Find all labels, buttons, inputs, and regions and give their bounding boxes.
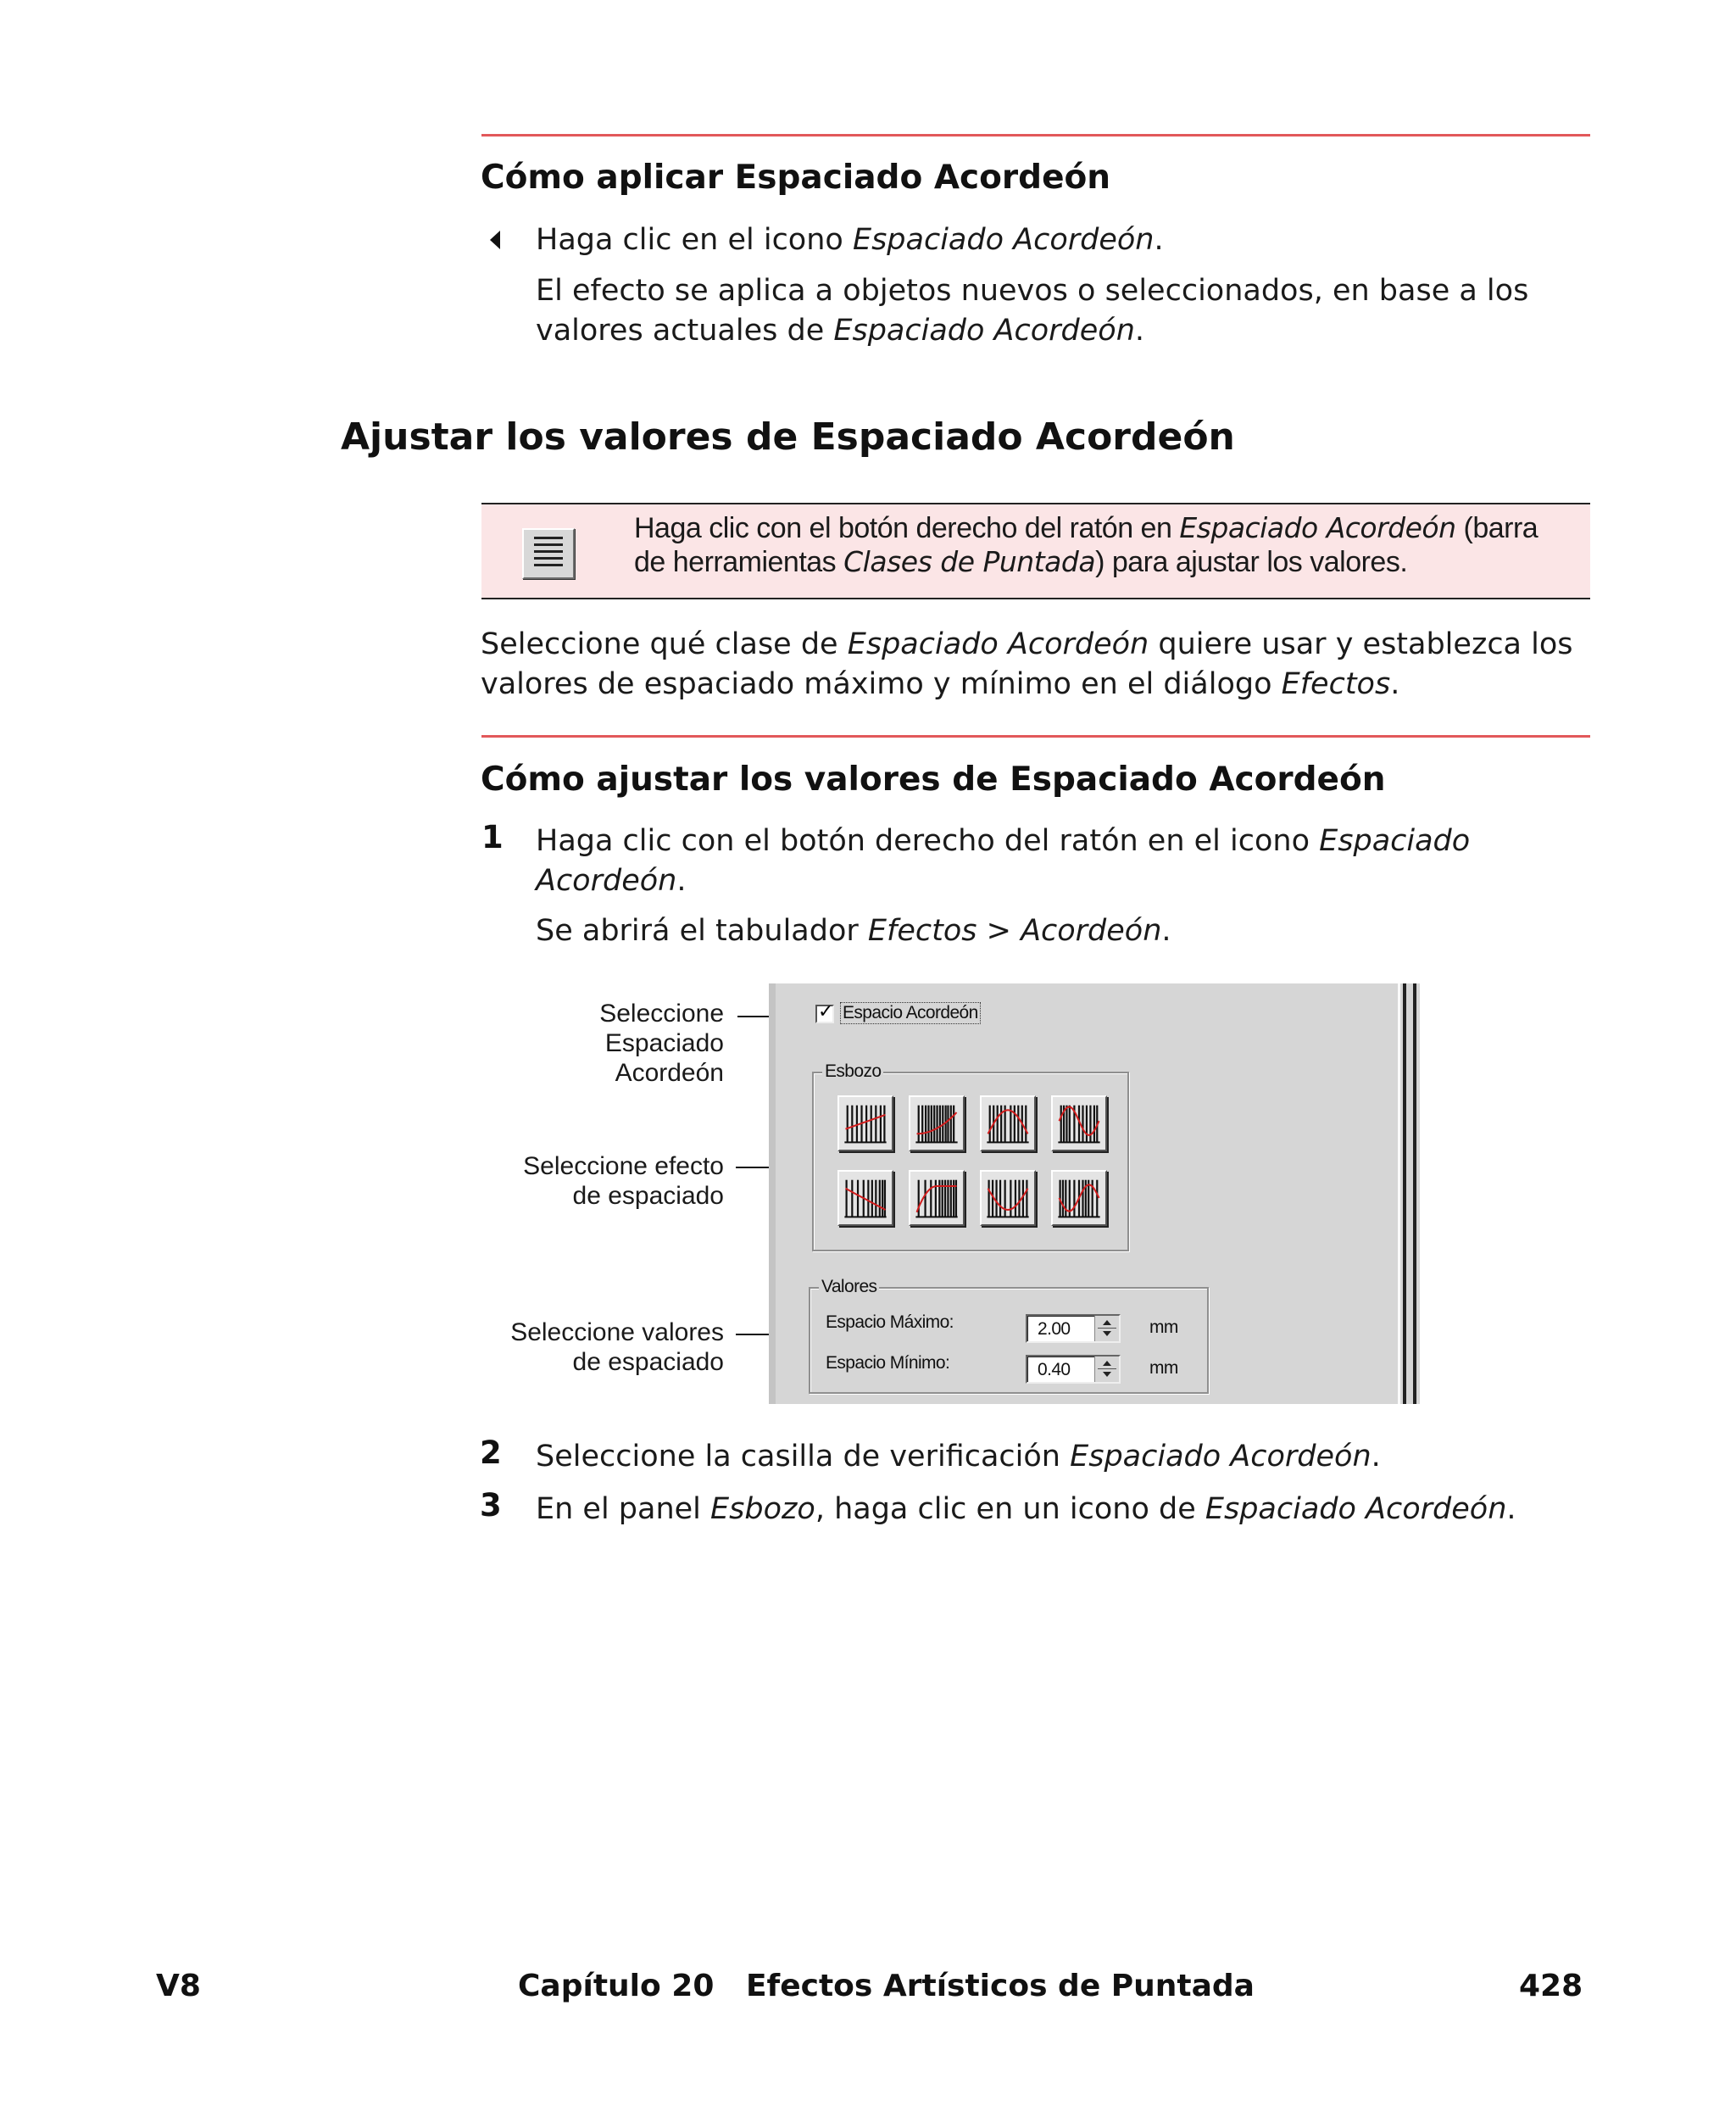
- dialog-outer-border: [1413, 983, 1416, 1404]
- linear-pattern-button[interactable]: [837, 1095, 893, 1151]
- apply-result-line-1: El efecto se aplica a objetos nuevos o seleccionados, en base a los: [536, 274, 1529, 308]
- max-spacing-stepper[interactable]: [1094, 1316, 1119, 1341]
- curve-down-pattern-icon: [913, 1174, 960, 1222]
- effects-accordion-dialog: [769, 983, 1420, 1404]
- adjust-para-line-1: Seleccione qué clase de Espaciado Acordeón quiere usar y establezca los: [481, 627, 1573, 661]
- max-spacing-unit: mm: [1149, 1318, 1178, 1337]
- step-2: Seleccione la casilla de verificación Espaciado Acordeón.: [536, 1440, 1381, 1474]
- diagonal-down-pattern-icon: [842, 1174, 889, 1222]
- apply-result-line-2: valores actuales de Espaciado Acordeón.: [536, 314, 1145, 348]
- esbozo-group-title: Esbozo: [822, 1061, 883, 1082]
- middle-rule: [481, 735, 1590, 738]
- apply-step: Haga clic en el icono Espaciado Acordeón.: [536, 223, 1164, 257]
- linear-pattern-icon: [842, 1100, 889, 1147]
- valley-pattern-button[interactable]: [980, 1170, 1036, 1226]
- dialog-right-border: [1403, 983, 1406, 1404]
- footer-version: V8: [156, 1969, 201, 2003]
- arc-pattern-button[interactable]: [980, 1095, 1036, 1151]
- step-number-2: 2: [480, 1435, 502, 1471]
- procedure-heading-adjust: Cómo ajustar los valores de Espaciado Acordeón: [481, 760, 1386, 799]
- footer-chapter: Capítulo 20 Efectos Artísticos de Puntada: [518, 1969, 1255, 2003]
- diagonal-down-pattern-button[interactable]: [837, 1170, 893, 1226]
- min-spacing-unit: mm: [1149, 1358, 1178, 1378]
- dialog-left-edge: [769, 983, 776, 1404]
- wave-pattern-button[interactable]: [1051, 1095, 1107, 1151]
- accordion-checkbox[interactable]: [815, 1005, 834, 1023]
- min-spacing-stepper[interactable]: [1094, 1357, 1119, 1382]
- valley-pattern-icon: [984, 1174, 1032, 1222]
- adjust-para-line-2: valores de espaciado máximo y mínimo en el diálogo Efectos.: [481, 667, 1400, 701]
- curve-up-pattern-button[interactable]: [909, 1095, 965, 1151]
- arc-pattern-icon: [984, 1100, 1032, 1147]
- step-number-1: 1: [481, 819, 504, 855]
- step-3: En el panel Esbozo, haga clic en un icono de Espaciado Acordeón.: [536, 1492, 1516, 1526]
- top-rule: [481, 134, 1590, 136]
- accordion-checkbox-label[interactable]: Espacio Acordeón: [840, 1002, 981, 1024]
- callout-select-values: Seleccione valores de espaciado: [510, 1318, 724, 1376]
- curve-down-pattern-button[interactable]: [909, 1170, 965, 1226]
- bullet-triangle-icon: [490, 231, 500, 249]
- tip-box: [481, 503, 1590, 599]
- max-spacing-label: Espacio Máximo:: [826, 1312, 954, 1332]
- valores-group: [809, 1277, 1209, 1394]
- procedure-heading-apply: Cómo aplicar Espaciado Acordeón: [481, 159, 1111, 197]
- step-1-line-1: Haga clic con el botón derecho del ratón en el icono Espaciado: [536, 824, 1471, 858]
- step-1-result: Se abrirá el tabulador Efectos > Acordeón.: [536, 914, 1171, 948]
- accordion-spacing-toolbar-icon: [522, 528, 575, 579]
- footer-page-number: 428: [1519, 1969, 1583, 2003]
- wave-2-pattern-button[interactable]: [1051, 1170, 1107, 1226]
- valores-group-title: Valores: [819, 1277, 879, 1297]
- curve-up-pattern-icon: [913, 1100, 960, 1147]
- wave-pattern-icon: [1055, 1100, 1103, 1147]
- step-1-line-2: Acordeón.: [536, 864, 687, 898]
- tip-text: Haga clic con el botón derecho del ratón en Espaciado Acordeón (barra de herramientas Clases de Puntada) para ajustar los valores.: [634, 511, 1538, 578]
- min-spacing-label: Espacio Mínimo:: [826, 1353, 950, 1373]
- wave-2-pattern-icon: [1055, 1174, 1103, 1222]
- step-number-3: 3: [480, 1487, 502, 1524]
- callout-select-effect: Seleccione efecto de espaciado: [523, 1152, 724, 1210]
- min-spacing-input[interactable]: 0.40: [1026, 1355, 1121, 1384]
- callout-select-accordion: Seleccione Espaciado Acordeón: [599, 1000, 724, 1087]
- dialog-right-highlight: [1398, 983, 1400, 1404]
- section-heading-adjust: Ajustar los valores de Espaciado Acordeón: [341, 415, 1235, 459]
- max-spacing-input[interactable]: 2.00: [1026, 1314, 1121, 1343]
